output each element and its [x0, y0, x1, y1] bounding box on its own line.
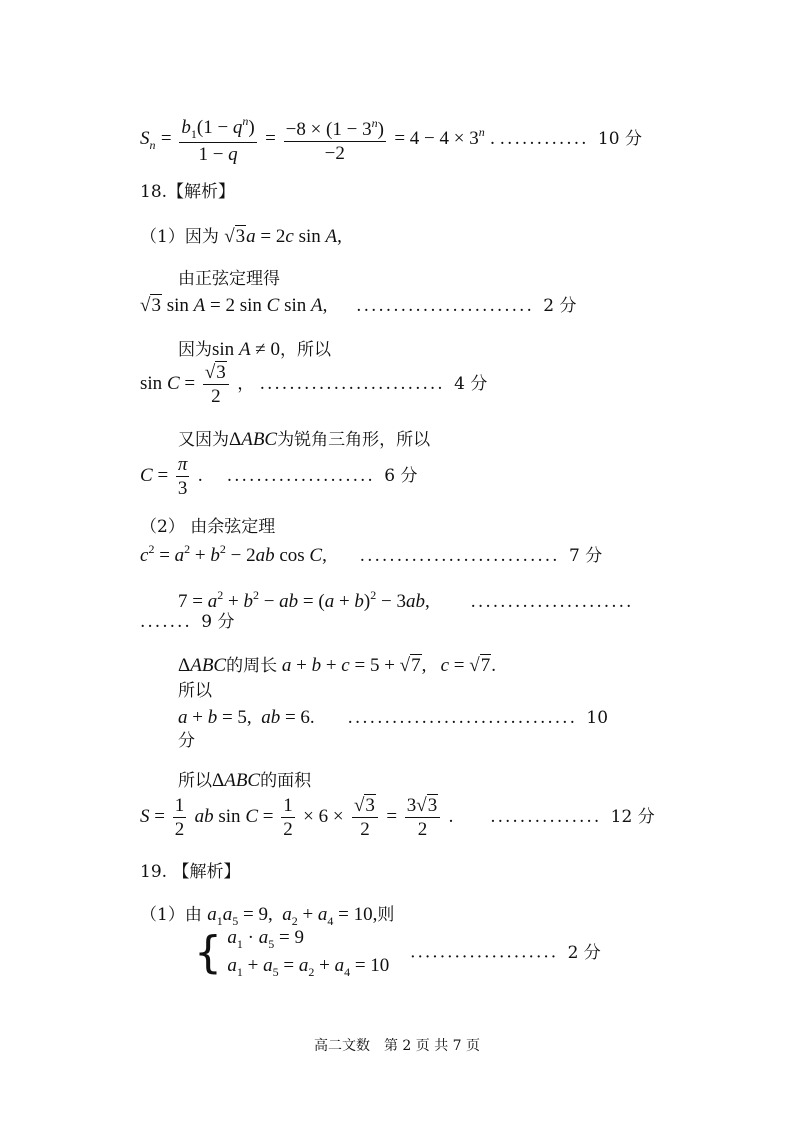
step-line-9: $7 = a^2 + b^2$ − ab = $(a + b)^2 - 3ab$, ...................... — [178, 588, 634, 612]
fraction: $\frac{√3}{2}$ — [203, 363, 229, 406]
step-line-12: S = $\frac{1}{2}$ ab sin C = $\frac{1}{2}$ × 6 × $\frac{√3}{2}$ = $\frac{3√3}{2}$ . ............... 12 分 — [140, 795, 655, 840]
score-dots: ............ — [499, 129, 589, 149]
fraction: $\frac{1}{2}$ — [174, 795, 185, 840]
step-line-9-continued — [140, 614, 234, 631]
step-line-2: √3 sin A = 2 sin C sin A, ........................ 2 分 — [140, 295, 577, 316]
score-dots: ...................... — [470, 592, 634, 612]
score-points: 6 分 — [384, 466, 418, 486]
sn-formula-line: $S_n$ = $\frac{b_1(1 - q^n)}{1 - q}$ = $\frac{-8 \times (1 - 3^n)}{-2}$ = $4 - 4 \times 3^n$ . ............ 10 分 — [140, 114, 642, 165]
step-line-7: $c^2 = a^2 + b^2 - 2ab$ cos C, ........................... 7 分 — [140, 542, 603, 566]
score-points: 10 分 — [597, 129, 642, 149]
fraction: $\frac{\pi}{3}$ — [177, 454, 188, 499]
score-dots: ......................... — [259, 374, 445, 394]
score-dots: ............................... — [347, 708, 577, 728]
acute-text-b: 为锐角三角形，所以 — [277, 430, 431, 450]
score-points: 12 分 — [610, 807, 655, 827]
question-18-heading: 18.【解析】 — [140, 182, 236, 202]
score-points: 10 — [586, 708, 609, 728]
score-dots: .................... — [226, 466, 375, 486]
score-dots: .................... — [410, 942, 559, 963]
part-label: （1）由 — [140, 905, 202, 925]
fraction: $\frac{-8 \times (1 - 3^n)}{-2}$ — [285, 115, 384, 164]
law-of-sines-text: 由正弦定理得 — [178, 269, 280, 289]
points-unit: 分 — [178, 731, 195, 751]
so-text: ，所以 — [279, 340, 331, 360]
area-text-b: 的面积 — [260, 771, 312, 791]
since-text: 因为 — [178, 340, 212, 360]
step-line-6: C = $\frac{\pi}{3}$ . .................... 6 分 — [140, 454, 418, 499]
since-sin-line: 因为sin A ≠ 0，所以 — [178, 339, 331, 360]
score-points: 7 分 — [568, 546, 603, 566]
then-text: 则 — [377, 905, 395, 925]
part-1-intro: （1）因为 √3a = 2c sin A, — [140, 226, 342, 247]
left-brace: { — [194, 927, 222, 978]
score-dots: ............... — [490, 807, 602, 827]
equation-system-line — [194, 928, 601, 978]
part-label: （1）因为 — [140, 227, 219, 247]
score-dots: ....... — [140, 612, 192, 632]
perimeter-line: ΔABC的周长 a + b + c = 5 + √7, c = √7. — [178, 655, 496, 676]
acute-text-a: 又因为 — [178, 430, 229, 450]
fraction: $\frac{√3}{2}$ — [352, 796, 378, 839]
fraction: $\frac{3√3}{2}$ — [405, 796, 440, 839]
fraction: $\frac{1}{2}$ — [283, 795, 293, 840]
area-text-a: 所以 — [178, 771, 212, 791]
score-dots: ........................ — [356, 296, 534, 316]
equation-system: $a_1 \cdot a_5 = 9$ $a_1 + a_5 = a_2 + a_4 = 10$ — [227, 927, 390, 979]
score-points: 2 分 — [567, 942, 601, 963]
score-points: 9 分 — [201, 612, 235, 632]
step-line-10: a + b = 5, ab = 6. ............................... 10 — [178, 707, 609, 728]
perimeter-text: 的周长 — [226, 656, 278, 676]
question-19-heading: 19. 【解析】 — [140, 862, 241, 882]
step-line-4: sin C = $\frac{√3}{2}$ ， ......................... 4 分 — [140, 362, 488, 407]
part-2-intro: （2） 由余弦定理 — [140, 517, 276, 537]
area-intro-line: 所以ΔABC的面积 — [178, 770, 312, 791]
score-points: 2 分 — [543, 296, 577, 316]
page-footer: 高二文数 第 2 页 共 7 页 — [313, 1038, 481, 1054]
q19-part-1-intro: （1）由 $a_1a_5 = 9$, $a_2 + a_4 = 10$,则 — [140, 904, 395, 928]
score-points: 4 分 — [454, 374, 488, 394]
therefore-text: 所以 — [178, 681, 212, 701]
acute-triangle-line: 又因为ΔABC为锐角三角形，所以 — [178, 429, 431, 450]
fraction: $\frac{b_1(1 - q^n)}{1 - q}$ — [181, 114, 255, 165]
score-dots: ........................... — [359, 546, 560, 566]
